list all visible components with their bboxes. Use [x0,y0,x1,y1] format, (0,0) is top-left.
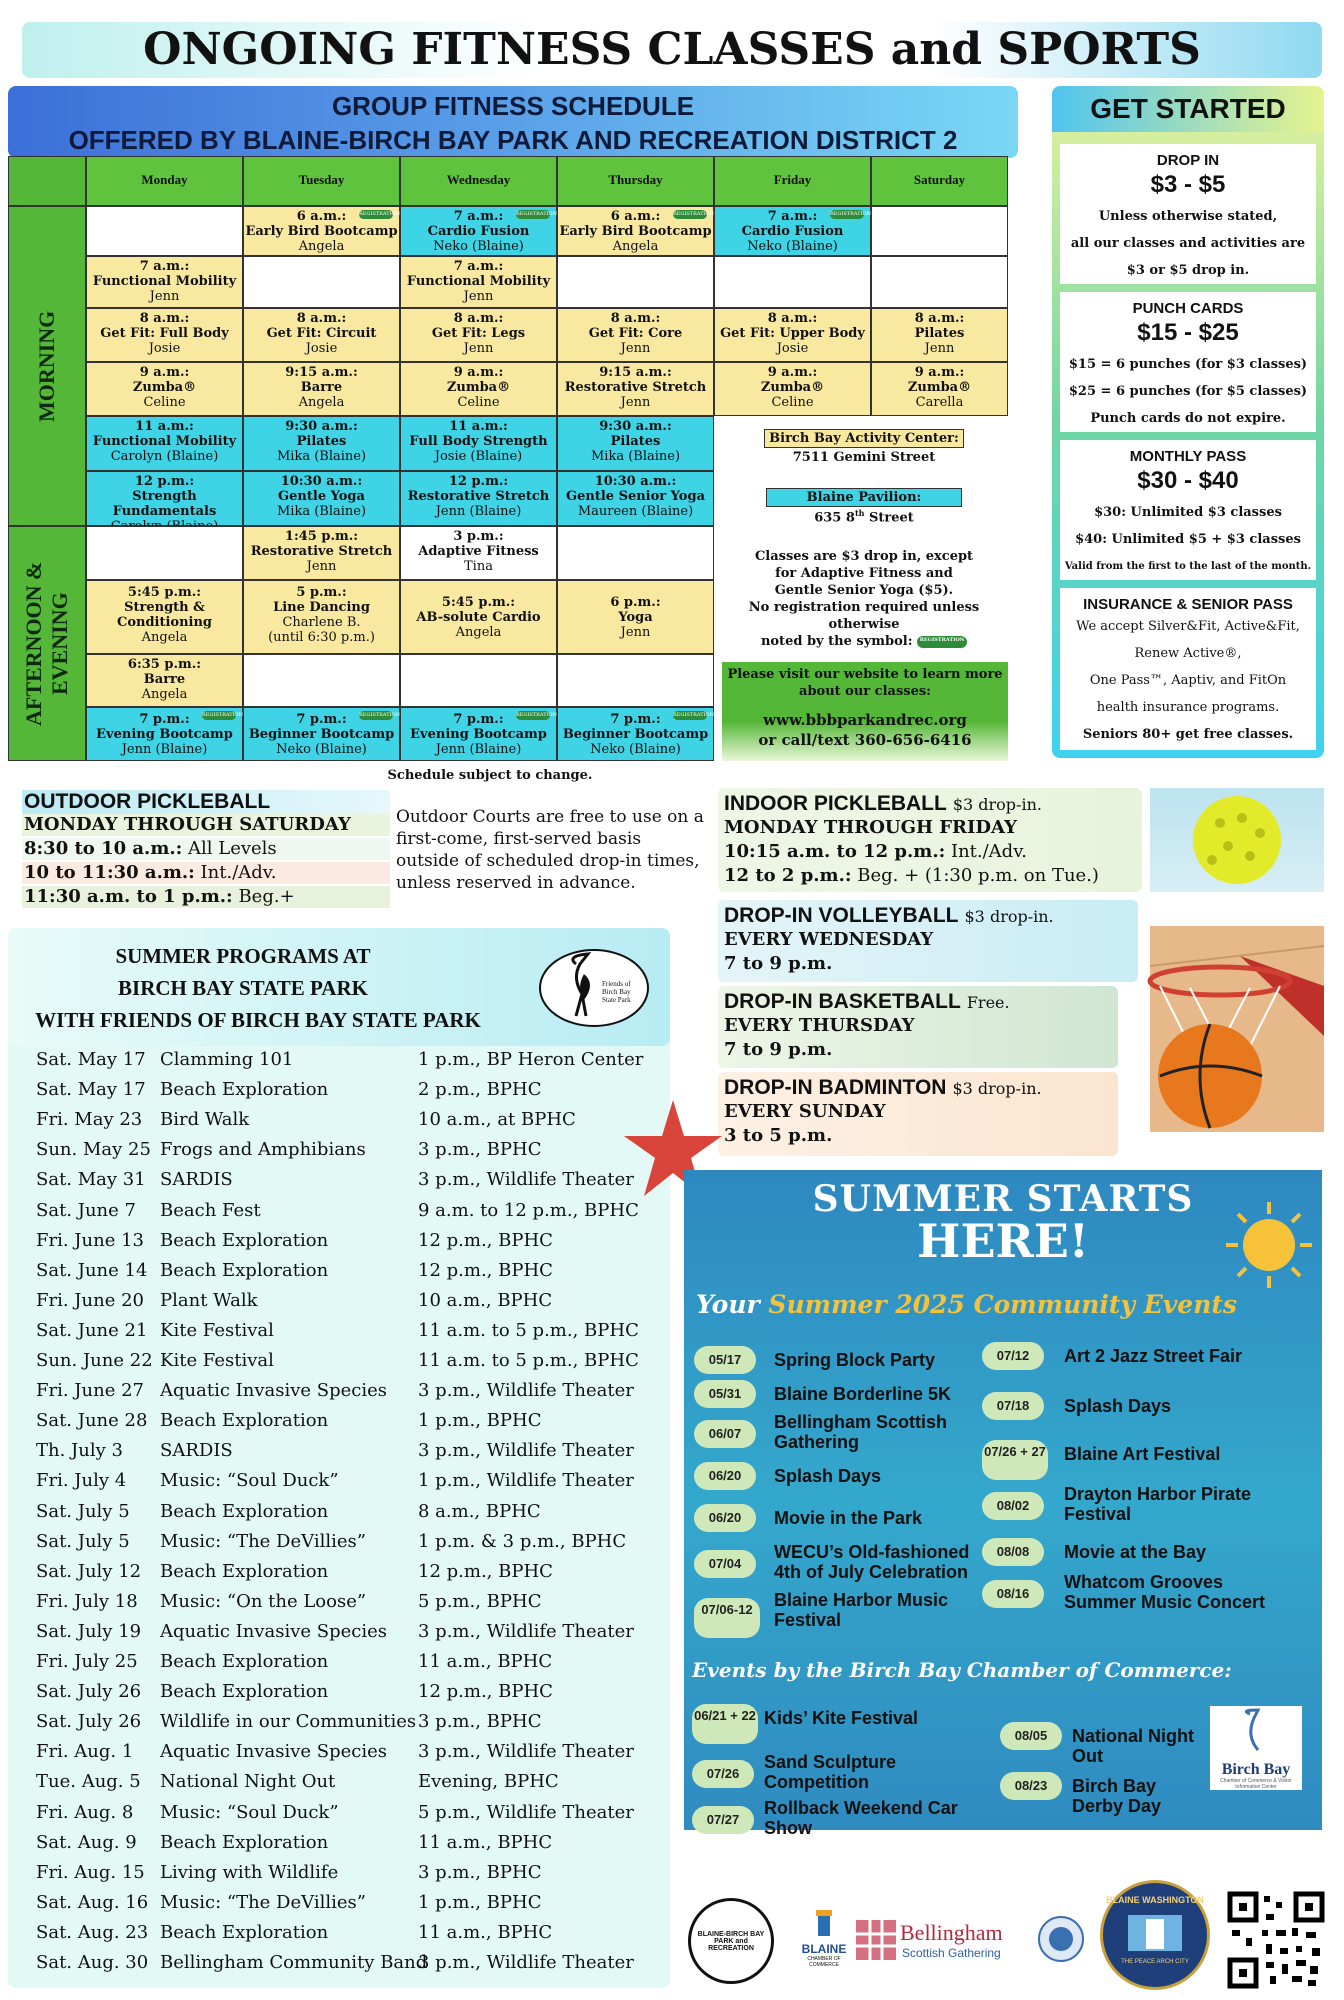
outdoor-row: 11:30 a.m. to 1 p.m.: Beg.+ [22,886,390,908]
event-name: Sand Sculpture Competition [764,1752,897,1792]
event-date-pill: 06/20 [694,1504,756,1532]
fitness-schedule-header [8,86,1018,158]
registration-badge: REGISTRATION [673,712,715,718]
blaine-washington-logo: BLAINE WASHINGTON THE PEACE ARCH CITY [1100,1880,1210,1990]
pickleball-icon [1150,788,1324,892]
class-slot: 8 a.m.: Get Fit: Full Body Josie [86,308,243,362]
program-event: Aquatic Invasive Species [160,1741,388,1763]
program-event: Music: “On the Loose” [160,1590,367,1612]
program-event: Bellingham Community Band [160,1952,428,1973]
outdoor-pickleball-title: OUTDOOR PICKLEBALL [22,790,390,814]
program-date: Sat. June 21 [36,1319,148,1341]
program-date: Sun. May 25 [36,1139,151,1161]
class-slot: 5 p.m.: Line Dancing Charlene B. (until 6:30 p.m.) [243,580,400,654]
event-name: Blaine Art Festival [1064,1444,1221,1464]
qr-code-icon [1226,1890,1326,1990]
program-date: Sat. July 19 [36,1620,142,1642]
class-slot: 9 a.m.: Zumba® Celine [400,362,557,416]
event-date-pill: 07/04 [694,1550,756,1578]
event-date-pill: 05/17 [694,1346,756,1374]
summer-starts-title: SUMMER STARTS [812,1178,1194,1220]
class-slot: 9 a.m.: Zumba® Carella [871,362,1008,416]
event-date-pill: 07/27 [692,1806,754,1834]
page-title: ONGOING FITNESS CLASSES and SPORTS [22,22,1322,78]
event-name: Bellingham Scottish Gathering [774,1412,948,1452]
slot-empty [243,654,400,707]
program-date: Sat. June 14 [36,1259,148,1281]
class-slot: 8 a.m.: Get Fit: Core Jenn [557,308,714,362]
summer-events-panel [684,1170,1322,1838]
event-date-pill: 07/12 [982,1342,1044,1370]
program-time: 11 a.m. to 5 p.m., BPHC [418,1350,639,1371]
indoor-pickleball-box: INDOOR PICKLEBALL $3 drop-in. MONDAY THROUGH FRIDAY 10:15 a.m. to 12 p.m.: Int./Adv. 12 to 2 p.m.: Beg. + (1:30 p.m. on Tue.) [718,788,1142,892]
park-rec-logo: BLAINE-BIRCH BAY PARK and RECREATION [688,1898,774,1984]
event-name: Whatcom Grooves Summer Music Concert [1064,1572,1266,1612]
class-slot: REGISTRATION 7 a.m.: Cardio Fusion Neko (Blaine) [714,206,871,256]
program-date: Fri. July 25 [36,1651,138,1672]
program-date: Sat. Aug. 16 [36,1891,149,1913]
event-date-pill: 05/31 [694,1380,756,1408]
pavilion-label: Blaine Pavilion: [766,488,962,507]
program-event: Wildlife in our Communities [160,1711,417,1733]
program-event: Clamming 101 [160,1049,294,1070]
program-date: Sat. June 7 [36,1199,136,1221]
class-slot: 8 a.m.: Pilates Jenn [871,308,1008,362]
slot-empty [400,654,557,707]
program-date: Sat. May 17 [36,1079,146,1101]
basketball-photo [1150,926,1324,1132]
slot-empty [871,206,1008,256]
program-date: Th. July 3 [36,1440,123,1462]
class-slot: REGISTRATION 7 a.m.: Cardio Fusion Neko (Blaine) [400,206,557,256]
activity-center-label: Birch Bay Activity Center: [764,429,964,448]
event-name: Blaine Harbor Music Festival [774,1590,949,1630]
event-date-pill: 06/20 [694,1462,756,1490]
program-event: Beach Exploration [160,1560,329,1582]
basketball-icon [1150,926,1324,1132]
program-time: 3 p.m., Wildlife Theater [418,1620,634,1642]
class-slot: REGISTRATION 6 a.m.: Early Bird Bootcamp Angela [557,206,714,256]
event-name: National Night Out [1072,1726,1194,1766]
outdoor-note: Outdoor Courts are free to use on a first-come, first-served basis outside of scheduled drop-in times, unless reserved in advance. [396,807,704,893]
program-event: Beach Exploration [160,1681,329,1703]
class-slot: 8 a.m.: Get Fit: Circuit Josie [243,308,400,362]
event-name: Drayton Harbor Pirate Festival [1064,1484,1252,1524]
pickleball-photo [1150,788,1324,892]
event-date-pill: 08/02 [982,1492,1044,1520]
program-event: Beach Exploration [160,1500,329,1522]
blaine-chamber-logo: BLAINE CHAMBER OF COMMERCE [794,1910,854,1970]
program-time: 3 p.m., Wildlife Theater [418,1440,634,1462]
get-started-panel [1052,86,1324,758]
slot-empty [714,256,871,308]
slot-empty [557,654,714,707]
program-time: 3 p.m., Wildlife Theater [418,1952,634,1973]
event-name: WECU’s Old-fashioned 4th of July Celebration [774,1542,970,1582]
event-name: Spring Block Party [774,1350,936,1370]
program-date: Fri. Aug. 8 [36,1801,134,1823]
pavilion-address: 635 8th Street [814,508,914,526]
event-date-pill: 08/16 [982,1580,1044,1608]
program-event: Beach Exploration [160,1259,329,1281]
day-thursday: Thursday [557,156,714,206]
class-slot: 5:45 p.m.: Strength & Conditioning Angela [86,580,243,654]
program-date: Sat. Aug. 23 [36,1921,149,1943]
class-slot: 5:45 p.m.: AB-solute Cardio Angela [400,580,557,654]
event-date-pill: 07/26 [692,1760,754,1788]
program-date: Fri. May 23 [36,1109,143,1131]
registration-badge: REGISTRATION [917,636,967,648]
program-time: 1 p.m., Wildlife Theater [418,1470,634,1492]
program-date: Fri. June 13 [36,1229,144,1251]
morning-label: MORNING [8,206,86,526]
program-event: Music: “The DeVillies” [160,1891,366,1913]
program-time: 3 p.m., BPHC [418,1711,542,1733]
program-date: Fri. July 18 [36,1590,138,1612]
evening-label: AFTERNOON & EVENING [8,526,86,761]
event-date-pill: 07/06-12 [694,1598,760,1638]
event-name: Kids’ Kite Festival [764,1708,919,1728]
registration-badge: REGISTRATION [516,712,558,718]
program-date: Fri. June 27 [36,1380,144,1402]
event-name: Art 2 Jazz Street Fair [1064,1346,1243,1366]
slot-empty [557,526,714,580]
fitness-header-line2: OFFERED BY BLAINE-BIRCH BAY PARK AND RECREATION DISTRICT 2 [68,125,958,155]
day-monday: Monday [86,156,243,206]
insurance-box: INSURANCE & SENIOR PASS We accept Silver&Fit, Active&Fit, Renew Active®, One Pass™, Aaptiv, and FitOn health insurance programs. Seniors 80+ get free classes. [1060,588,1316,750]
website-link[interactable]: www.bbbparkandrec.org [763,711,967,729]
program-time: 11 a.m., BPHC [418,1651,553,1672]
program-time: 9 a.m. to 12 p.m., BPHC [418,1199,639,1221]
registration-badge: REGISTRATION [359,211,401,217]
program-time: 3 p.m., Wildlife Theater [418,1741,634,1763]
phone-number: or call/text 360-656-6416 [758,731,972,749]
program-event: Plant Walk [160,1289,258,1311]
program-time: Evening, BPHC [418,1771,559,1793]
program-time: 1 p.m., BPHC [418,1410,542,1432]
event-date-pill: 07/18 [982,1392,1044,1420]
program-event: Kite Festival [160,1319,274,1341]
class-slot: 11 a.m.: Full Body Strength Josie (Blaine) [400,416,557,471]
seal-icon [1040,1918,1082,1960]
program-date: Fri. July 4 [36,1470,127,1492]
program-time: 3 p.m., BPHC [418,1139,542,1161]
registration-badge: REGISTRATION [359,712,401,718]
peace-arch-icon [1120,1905,1190,1955]
heron-icon [1210,1706,1302,1758]
program-time: 10 a.m., at BPHC [418,1109,576,1131]
program-time: 1 p.m., BP Heron Center [418,1049,644,1070]
program-event: Music: “Soul Duck” [160,1801,339,1823]
program-event: Beach Exploration [160,1921,329,1943]
class-slot: 6:35 p.m.: Barre Angela [86,654,243,707]
event-name: Movie at the Bay [1064,1542,1207,1562]
website-box: Please visit our website to learn more about our classes: www.bbbparkandrec.org or call/text 360-656-6416 [722,662,1008,761]
summer-programs-header: SUMMER PROGRAMS AT BIRCH BAY STATE PARK WITH FRIENDS OF BIRCH BAY STATE PARK [8,928,670,1046]
program-date: Fri. Aug. 1 [36,1741,134,1763]
program-time: 3 p.m., Wildlife Theater [418,1380,634,1402]
class-slot: 1:45 p.m.: Restorative Stretch Jenn [243,526,400,580]
fitness-schedule-grid [8,156,1008,761]
program-event: Kite Festival [160,1350,274,1371]
class-slot: 9 a.m.: Zumba® Celine [86,362,243,416]
partner-seal-logo [1038,1916,1084,1962]
program-event: Living with Wildlife [160,1861,339,1883]
volleyball-box: DROP-IN VOLLEYBALL $3 drop-in. EVERY WEDNESDAY 7 to 9 p.m. [718,900,1138,982]
event-date-pill: 07/26 + 27 [982,1440,1048,1480]
class-slot: 7 a.m.: Functional Mobility Jenn [86,256,243,308]
program-date: Sat. July 5 [36,1500,130,1522]
program-time: 3 p.m., Wildlife Theater [418,1169,634,1191]
program-event: Beach Exploration [160,1229,329,1251]
program-date: Sat. July 12 [36,1560,142,1582]
class-slot: 11 a.m.: Functional Mobility Carolyn (Blaine) [86,416,243,471]
class-slot: 3 p.m.: Adaptive Fitness Tina [400,526,557,580]
day-friday: Friday [714,156,871,206]
summer-events-subtitle: Your Summer 2025 Community Events [696,1290,1237,1319]
programs-list [0,1046,680,1986]
program-time: 11 a.m., BPHC [418,1921,553,1943]
program-date: Sat. Aug. 30 [36,1952,149,1973]
program-event: Aquatic Invasive Species [160,1380,388,1402]
event-date-pill: 08/23 [1000,1772,1062,1800]
program-event: Beach Exploration [160,1410,329,1432]
grid-corner [8,156,86,206]
event-name: Birch Bay Derby Day [1072,1776,1162,1816]
drop-in-box: DROP IN $3 - $5 Unless otherwise stated, all our classes and activities are $3 or $5 drop in. [1060,144,1316,284]
day-tuesday: Tuesday [243,156,400,206]
program-date: Sat. June 28 [36,1410,148,1432]
class-slot: 10:30 a.m.: Gentle Senior Yoga Maureen (Blaine) [557,471,714,526]
program-time: 11 a.m. to 5 p.m., BPHC [418,1319,639,1341]
program-event: SARDIS [160,1440,233,1462]
program-event: National Night Out [160,1771,336,1793]
program-time: 12 p.m., BPHC [418,1229,553,1251]
class-slot: REGISTRATION 7 p.m.: Evening Bootcamp Jenn (Blaine) [400,707,557,761]
class-slot: 7 a.m.: Functional Mobility Jenn [400,256,557,308]
class-slot: 9:15 a.m.: Barre Angela [243,362,400,416]
program-time: 2 p.m., BPHC [418,1079,542,1101]
event-date-pill: 06/07 [694,1420,756,1448]
punch-cards-box: PUNCH CARDS $15 - $25 $15 = 6 punches (for $3 classes) $25 = 6 punches (for $5 classes) Punch cards do not expire. [1060,292,1316,432]
get-started-title: GET STARTED [1052,86,1324,132]
event-name: Blaine Borderline 5K [774,1384,952,1404]
class-slot: REGISTRATION 7 p.m.: Beginner Bootcamp Neko (Blaine) [243,707,400,761]
class-slot: 9:30 a.m.: Pilates Mika (Blaine) [557,416,714,471]
lighthouse-icon [794,1910,854,1938]
program-time: 12 p.m., BPHC [418,1560,553,1582]
slot-empty [86,526,243,580]
program-time: 5 p.m., BPHC [418,1590,542,1612]
day-wednesday: Wednesday [400,156,557,206]
slot-empty [243,256,400,308]
outdoor-row: 10 to 11:30 a.m.: Int./Adv. [22,862,390,884]
program-event: Beach Exploration [160,1651,329,1672]
event-name: Splash Days [1064,1396,1172,1416]
class-slot: 12 p.m.: Strength Fundamentals [86,471,243,526]
program-event: Bird Walk [160,1109,250,1131]
program-date: Sun. June 22 [36,1350,153,1371]
event-name: Rollback Weekend Car Show [764,1798,958,1838]
slot-empty [86,206,243,256]
program-date: Sat. May 31 [36,1169,146,1191]
summer-here-title: HERE! [916,1214,1089,1268]
program-date: Sat. July 26 [36,1681,142,1703]
program-time: 8 a.m., BPHC [418,1500,541,1522]
program-date: Sat. July 5 [36,1530,130,1552]
outdoor-row: 8:30 to 10 a.m.: All Levels [22,838,390,860]
registration-note: Classes are $3 drop in, except for Adaptive Fitness and Gentle Senior Yoga ($5). No registration required unless otherwise noted by the symbol: REGISTRATION [748,549,980,649]
program-event: SARDIS [160,1169,233,1191]
registration-badge: REGISTRATION [830,211,872,217]
class-slot: 9:30 a.m.: Pilates Mika (Blaine) [243,416,400,471]
program-date: Tue. Aug. 5 [36,1771,141,1793]
chamber-events-title: Events by the Birch Bay Chamber of Commerce: [692,1658,1232,1682]
event-name: Splash Days [774,1466,882,1486]
program-time: 10 a.m., BPHC [418,1289,553,1311]
program-event: Aquatic Invasive Species [160,1620,388,1642]
schedule-footnote: Schedule subject to change. [387,768,593,783]
class-slot: REGISTRATION 7 p.m.: Beginner Bootcamp Neko (Blaine) [557,707,714,761]
program-date: Sat. July 26 [36,1711,142,1733]
event-date-pill: 08/05 [1000,1722,1062,1750]
program-time: 1 p.m., BPHC [418,1891,542,1913]
program-event: Beach Fest [160,1199,261,1221]
program-event: Beach Exploration [160,1831,329,1853]
event-name: Movie in the Park [774,1508,923,1528]
outdoor-days: MONDAY THROUGH SATURDAY [22,814,390,836]
program-event: Frogs and Amphibians [160,1139,366,1161]
badminton-box: DROP-IN BADMINTON $3 drop-in. EVERY SUNDAY 3 to 5 p.m. [718,1072,1118,1156]
day-saturday: Saturday [871,156,1008,206]
registration-badge: REGISTRATION [673,211,715,217]
program-time: 3 p.m., BPHC [418,1861,542,1883]
program-date: Sat. Aug. 9 [36,1831,137,1853]
class-slot: 8 a.m.: Get Fit: Legs Jenn [400,308,557,362]
activity-center-address: 7511 Gemini Street [792,450,936,465]
program-date: Fri. Aug. 15 [36,1861,145,1883]
tartan-icon [856,1920,896,1960]
class-slot: 6 p.m.: Yoga Jenn [557,580,714,654]
friends-logo: Friends of Birch Bay State Park [536,944,652,1030]
program-event: Beach Exploration [160,1079,329,1101]
qr-code[interactable] [1226,1890,1326,1990]
slot-empty [557,256,714,308]
class-slot: REGISTRATION 6 a.m.: Early Bird Bootcamp Angela [243,206,400,256]
class-slot: 10:30 a.m.: Gentle Yoga Mika (Blaine) [243,471,400,526]
bellingham-scottish-logo: Bellingham Scottish Gathering [856,1912,1024,1968]
monthly-pass-box: MONTHLY PASS $30 - $40 $30: Unlimited $3 classes $40: Unlimited $5 + $3 classes Valid from the first to the last of the month. [1060,440,1316,580]
program-time: 11 a.m., BPHC [418,1831,553,1853]
program-date: Fri. June 20 [36,1289,144,1311]
event-date-pill: 08/08 [982,1538,1044,1566]
event-date-pill: 06/21 + 22 [692,1704,758,1744]
program-time: 12 p.m., BPHC [418,1681,553,1703]
class-slot: REGISTRATION 7 p.m.: Evening Bootcamp Jenn (Blaine) [86,707,243,761]
fitness-header-line1: GROUP FITNESS SCHEDULE [331,91,695,121]
program-event: Music: “Soul Duck” [160,1470,339,1492]
program-event: Music: “The DeVillies” [160,1530,366,1552]
program-time: 12 p.m., BPHC [418,1259,553,1281]
registration-badge: REGISTRATION [202,712,244,718]
slot-empty [871,256,1008,308]
birch-bay-chamber-logo: Birch Bay Chamber of Commerce & Visitor Information Center [1210,1706,1302,1790]
class-slot: 9:15 a.m.: Restorative Stretch Jenn [557,362,714,416]
basketball-box: DROP-IN BASKETBALL Free. EVERY THURSDAY 7 to 9 p.m. [718,986,1118,1068]
program-time: 1 p.m. & 3 p.m., BPHC [418,1530,627,1552]
class-slot: 12 p.m.: Restorative Stretch Jenn (Blaine) [400,471,557,526]
class-slot: 9 a.m.: Zumba® Celine [714,362,871,416]
program-date: Sat. May 17 [36,1049,146,1070]
class-slot: 8 a.m.: Get Fit: Upper Body Josie [714,308,871,362]
program-time: 5 p.m., Wildlife Theater [418,1801,634,1823]
registration-badge: REGISTRATION [516,211,558,217]
